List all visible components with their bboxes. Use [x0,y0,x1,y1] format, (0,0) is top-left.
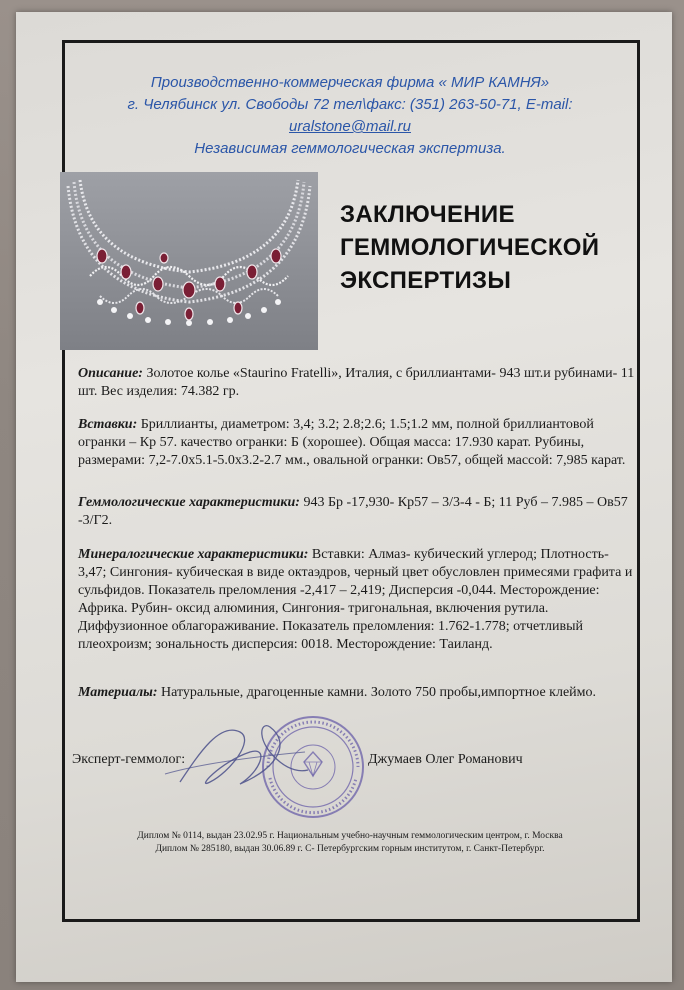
gemological-text: 943 Бр -17,930- Кр57 – 3/3-4 - Б; 11 Руб – 7.985 – Ов57 -3/Г2. [78,495,628,528]
inserts-label: Вставки: [78,417,138,432]
inserts-section [78,416,638,470]
necklace-image [60,172,318,350]
mineralogical-label: Минералогические характеристики: [78,547,309,562]
company-service-line: Независимая геммологическая экспертиза. [194,140,506,157]
company-header [70,72,630,160]
gemological-section [78,494,638,530]
materials-label: Материалы: [78,685,158,700]
gemological-label: Геммологические характеристики: [78,495,300,510]
company-address-line: г. Челябинск ул. Свободы 72 тел\факс: (351) 263-50-71, E-mail: [127,96,573,113]
expert-label: Эксперт-геммолог: [72,752,186,767]
description-label: Описание: [78,366,143,381]
diploma-line-2: Диплом № 285180, выдан 30.06.89 г. С- Петербургским горным институтом, г. Санкт-Петербург. [155,844,545,854]
necklace-photo [60,172,318,350]
mineralogical-text: Вставки: Алмаз- кубический углерод; Плотность- 3,47; Сингония- кубическая в виде октаэдров, черный цвет обусловлен примесями графита и сульфидов. Показатель преломления -2,417 – 2,419; Дисперсия -0,044. Месторождение: Африка. Рубин- оксид алюминия, Сингония- тригональная, включения рутила. Диффузионное облагораживание. Показатель преломления: 1.762-1.778; отчетливый плеохроизм; зональность дисперсия: 0018. Месторождение: Таиланд. [78,547,633,652]
expert-line [72,752,632,768]
description-section [78,365,638,401]
materials-section [78,684,638,702]
diploma-footer [70,830,630,856]
document-title [340,198,640,297]
materials-text: Натуральные, драгоценные камни. Золото 750 пробы,импортное клеймо. [161,685,597,700]
company-email-link[interactable]: uralstone@mail.ru [289,118,411,135]
title-line-1: ЗАКЛЮЧЕНИЕ [340,201,515,228]
mineralogical-section [78,546,638,654]
description-text: Золотое колье «Staurino Fratelli», Италия, с бриллиантами- 943 шт.и рубинами- 11 шт. Вес изделия: 74.382 гр. [78,366,635,399]
title-line-2: ГЕММОЛОГИЧЕСКОЙ [340,234,600,261]
inserts-text: Бриллианты, диаметром: 3,4; 3.2; 2.8;2.6; 1.5;1.2 мм, полной бриллиантовой огранки – Кр 57. качество огранки: Б (хорошее). Общая масса: 17.930 карат. Рубины, размерами: 7,2-7.0х5.1-5.0х3.2-2.7 мм., овальной огранки: Ов57, общей массой: 7,985 карат. [78,417,626,468]
title-line-3: ЭКСПЕРТИЗЫ [340,267,512,294]
company-name-line: Производственно-коммерческая фирма « МИР КАМНЯ» [150,74,550,91]
diploma-line-1: Диплом № 0114, выдан 23.02.95 г. Национальным учебно-научным геммологическим центром, г. Москва [137,831,563,841]
expert-name: Джумаев Олег Романович [368,752,523,767]
